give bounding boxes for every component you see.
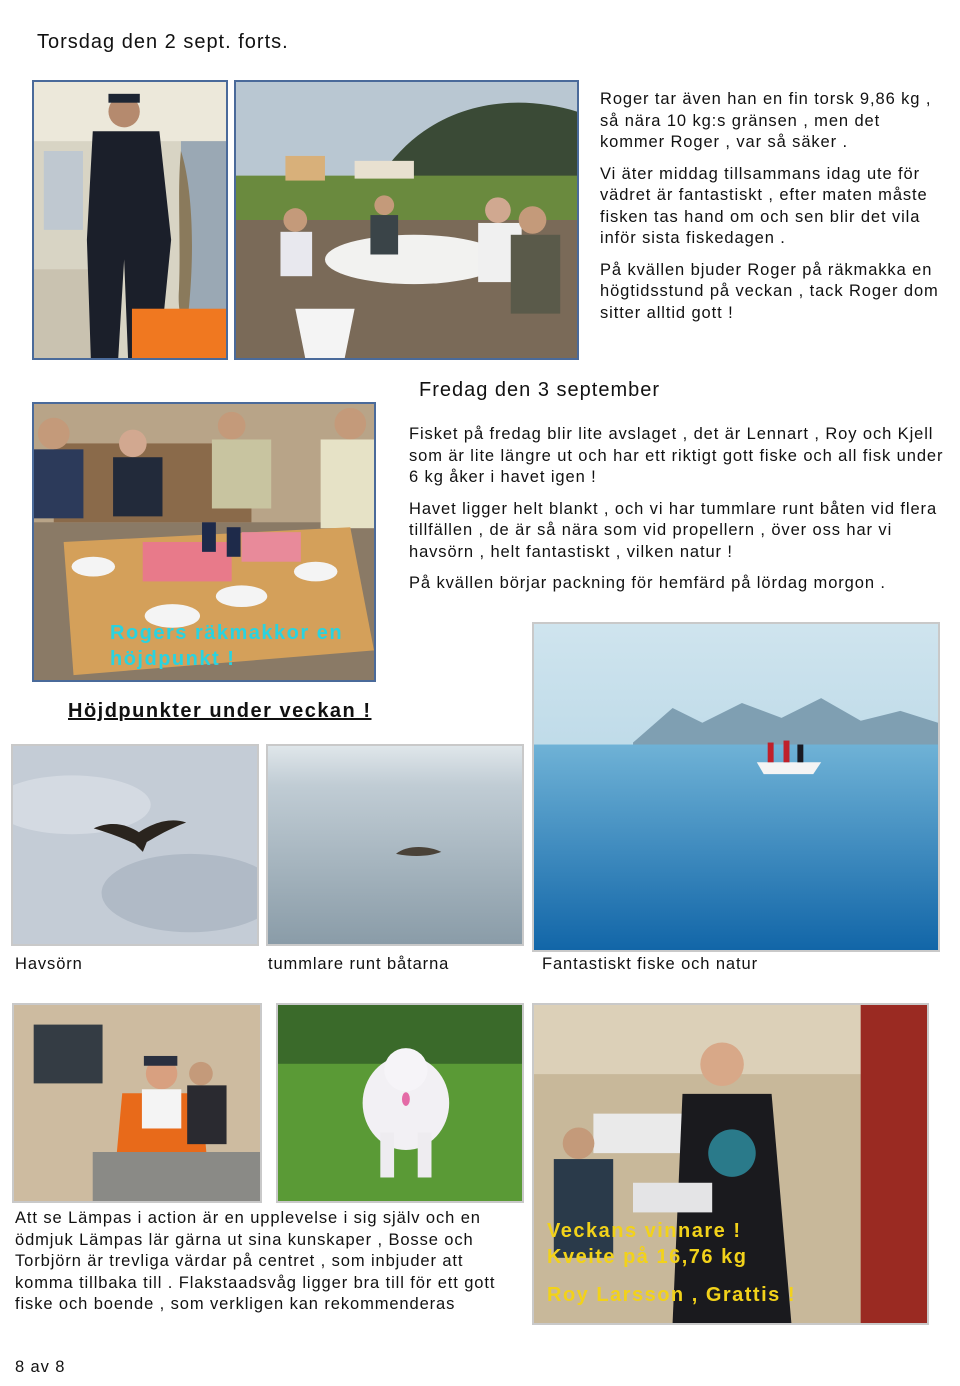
thursday-paragraph-1: Roger tar även han en fin torsk 9,86 kg , så nära 10 kg:s gränsen , men det kommer Roger , var så säker .	[600, 90, 932, 151]
friday-text	[409, 424, 949, 605]
photo-porpoise	[266, 744, 524, 946]
photo-winner	[532, 1003, 929, 1325]
thursday-paragraph-2: Vi äter middag tillsammans idag ute för vädret är fantastiskt , efter maten måste fisken tas hand om och sen blir det vila inför sista fiskedagen .	[600, 164, 928, 247]
photo-outdoor-dinner	[234, 80, 579, 360]
highlights-heading: Höjdpunkter under veckan !	[68, 700, 372, 722]
thursday-paragraph-3: På kvällen bjuder Roger på räkmakka en högtidsstund på veckan , tack Roger dom sitter alltid gott !	[600, 260, 939, 322]
photo-white-dog	[276, 1003, 524, 1203]
page-title: Torsdag den 2 sept. forts.	[37, 31, 289, 53]
caption-fishing-nature: Fantastiskt fiske och natur	[542, 955, 758, 973]
friday-paragraph-2: Havet ligger helt blankt , och vi har tummlare runt båten vid flera tillfällen , de är så nära som vid propellern , över oss har vi havsörn , helt fantastiskt , vilken natur !	[409, 499, 938, 561]
photo-overlay-caption: Rogers räkmakkor en höjdpunkt !	[110, 622, 344, 670]
friday-paragraph-1: Fisket på fredag blir lite avslaget , det är Lennart , Roy och Kjell som är lite längre ut och har ett riktigt gott fiske och all fisk under 6 kg åker i havet igen !	[409, 425, 944, 486]
page-number: 8 av 8	[15, 1358, 66, 1376]
closing-text: Att se Lämpas i action är en upplevelse i sig själv och en ödmjuk Lämpas lär gärna ut sina kunskaper , Bosse och Torbjörn är trevliga värdar på centret , som inbjuder att komma tillbaka till . Flakstaadsvåg ligger bra till för ett gott fiske och boende , som verkligen kan rekommenderas	[15, 1209, 496, 1313]
photo-fish-cleaning	[12, 1003, 262, 1203]
winner-line-3: Roy Larsson , Grattis !	[547, 1284, 796, 1306]
winner-line-2: Kveite på 16,76 kg	[547, 1246, 748, 1268]
photo-man-with-fish	[32, 80, 228, 360]
caption-porpoise: tummlare runt båtarna	[268, 955, 450, 973]
friday-heading: Fredag den 3 september	[419, 379, 661, 401]
thursday-text	[600, 89, 950, 334]
friday-paragraph-3: På kvällen börjar packning för hemfärd på lördag morgon .	[409, 574, 886, 592]
caption-sea-eagle: Havsörn	[15, 955, 83, 973]
photo-fjord-boat	[532, 622, 940, 952]
photo-sea-eagle	[11, 744, 259, 946]
winner-line-1: Veckans vinnare !	[547, 1220, 742, 1242]
